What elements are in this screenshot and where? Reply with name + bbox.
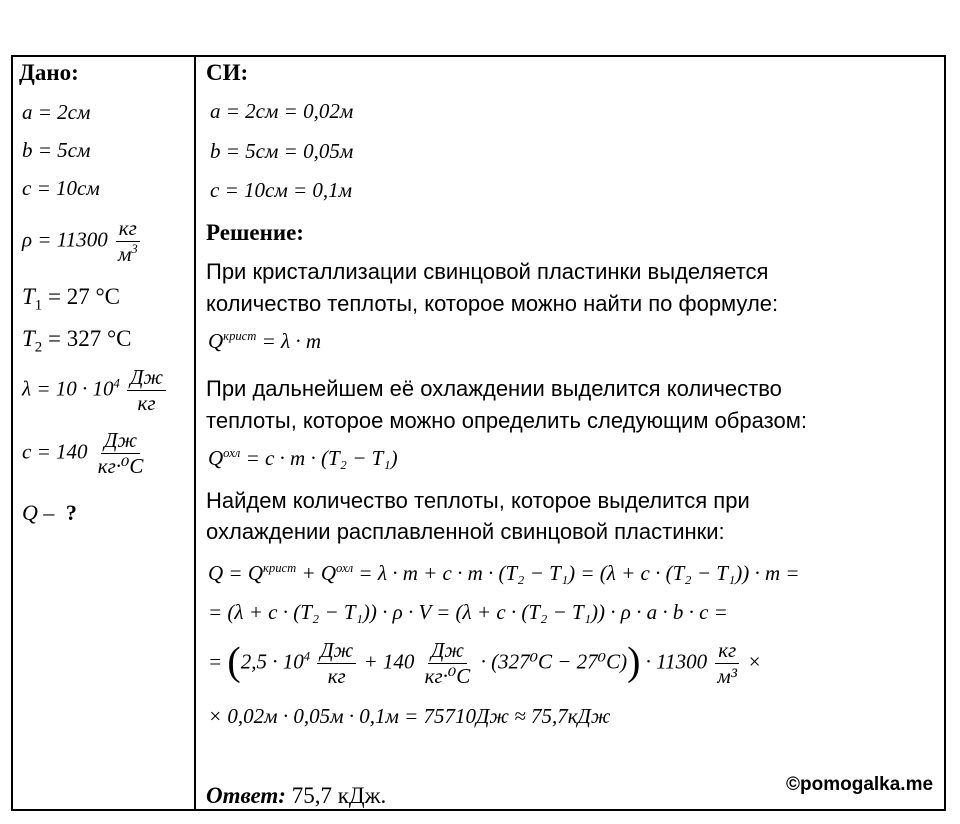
solution-title: Решение: <box>206 220 304 245</box>
eq3-fraction-1 <box>317 640 356 687</box>
given-rho <box>22 218 143 265</box>
eq3-d: · (327⁰C − 27⁰C) <box>475 649 628 674</box>
given-b: b = 5см <box>22 138 91 162</box>
solution-p1-line1: При кристаллизации свинцовой пластинки выделяется <box>206 259 769 284</box>
equation-line-4: × 0,02м · 0,05м · 0,1м = 75710Дж ≈ 75,7кДж <box>208 704 611 728</box>
solution-p2-line2: теплоты, которое можно определить следующим образом: <box>206 408 807 433</box>
given-t2 <box>22 326 132 356</box>
equation-line-2: = (λ + c · (T₂ − T₁)) · ρ · V = (λ + c · (T₂ − T₁)) · ρ · a · b · c = <box>208 600 728 624</box>
formula-cooling <box>208 446 398 471</box>
given-rho-fraction <box>115 218 141 265</box>
given-find <box>22 500 77 526</box>
eq3-b-exp: 4 <box>303 649 311 664</box>
eq3-f3-num: кг <box>715 640 739 664</box>
eq1-q: Q = Q <box>208 561 264 585</box>
given-lambda <box>22 367 168 414</box>
eq3-f2-num: Дж <box>428 640 467 664</box>
eq1-rhs: = λ · m + c · m · (T₂ − T₁) = (λ + c · (T₂ − T₁)) · m = <box>353 561 800 585</box>
eq3-paren-open: ( <box>227 638 241 684</box>
answer-value: 75,7 кДж. <box>285 783 387 808</box>
eq3-f2-den: кг·⁰C <box>424 664 471 688</box>
watermark: ©pomogalka.me <box>786 774 934 795</box>
given-c2-fraction <box>95 430 147 477</box>
given-c2-lhs: c = 140 <box>22 439 88 464</box>
given-lambda-exp: 4 <box>113 376 120 391</box>
formula-crystallization-sup: крист <box>223 329 257 343</box>
eq1-sup2: охл <box>336 561 354 575</box>
answer-label: Ответ: <box>206 783 286 808</box>
si-b: b = 5см = 0,05м <box>210 139 354 163</box>
eq3-f1-den: кг <box>327 664 346 688</box>
si-c: c = 10см = 0,1м <box>210 178 353 202</box>
given-c2-num: Дж <box>101 430 140 454</box>
given-lambda-den: кг <box>137 391 156 415</box>
given-c: c = 10см <box>22 176 100 200</box>
solution-p3-line2: охлаждении расплавленной свинцовой пластинки: <box>206 519 725 544</box>
given-t1-val: = 27 °C <box>42 284 121 309</box>
formula-cooling-q: Q <box>208 446 224 470</box>
eq1-sup1: крист <box>263 561 297 575</box>
eq3-b: 2,5 · 10 <box>240 649 304 674</box>
given-lambda-num: Дж <box>127 367 166 391</box>
given-find-label: Q – <box>22 500 55 525</box>
given-c2-den: кг·⁰C <box>97 454 144 478</box>
eq3-paren-close: ) <box>627 638 641 684</box>
given-rho-den-exp: 3 <box>131 242 138 256</box>
column-divider <box>194 55 196 811</box>
given-lambda-lhs: λ = 10 · 10 <box>22 376 114 401</box>
given-t2-val: = 327 °C <box>42 326 132 351</box>
given-t1 <box>22 284 121 314</box>
formula-crystallization <box>208 329 321 354</box>
eq3-fraction-2 <box>422 640 474 687</box>
given-a: a = 2см <box>22 100 91 124</box>
solution-p3-line1: Найдем количество теплоты, которое выделится при <box>206 488 750 513</box>
given-t2-sym: T <box>22 326 35 351</box>
formula-crystallization-q: Q <box>208 329 224 353</box>
formula-cooling-rhs: = c · m · (T₂ − T₁) <box>240 446 398 470</box>
eq3-f3-den: м³ <box>717 664 738 688</box>
eq1-mid: + Q <box>296 561 337 585</box>
eq3-f1-num: Дж <box>317 640 356 664</box>
si-title: СИ: <box>206 60 249 85</box>
given-t1-sym: T <box>22 284 35 309</box>
given-lambda-fraction <box>127 367 166 414</box>
given-t2-idx: 2 <box>34 339 43 356</box>
solution-p2-line1: При дальнейшем её охлаждении выделится количество <box>206 376 782 401</box>
given-t1-idx: 1 <box>34 297 43 314</box>
eq3-c: + 140 <box>358 649 415 674</box>
formula-crystallization-rhs: = λ · m <box>256 329 322 353</box>
given-find-q: ? <box>65 500 77 525</box>
equation-line-1 <box>208 561 800 586</box>
given-rho-lhs: ρ = 11300 <box>22 227 108 252</box>
answer <box>206 783 386 809</box>
eq3-a: = <box>208 649 228 674</box>
given-c2 <box>22 430 148 477</box>
given-rho-num: кг <box>116 218 140 242</box>
given-rho-den: м <box>117 242 132 266</box>
equation-line-3 <box>208 640 762 687</box>
solution-p1-line2: количество теплоты, которое можно найти по формуле: <box>206 291 779 316</box>
given-title: Дано: <box>19 60 79 85</box>
formula-cooling-sup: охл <box>223 446 241 460</box>
si-a: a = 2см = 0,02м <box>210 99 354 123</box>
eq3-fraction-3 <box>714 640 740 687</box>
eq3-e: · 11300 <box>640 649 708 674</box>
eq3-f: × <box>742 649 762 674</box>
